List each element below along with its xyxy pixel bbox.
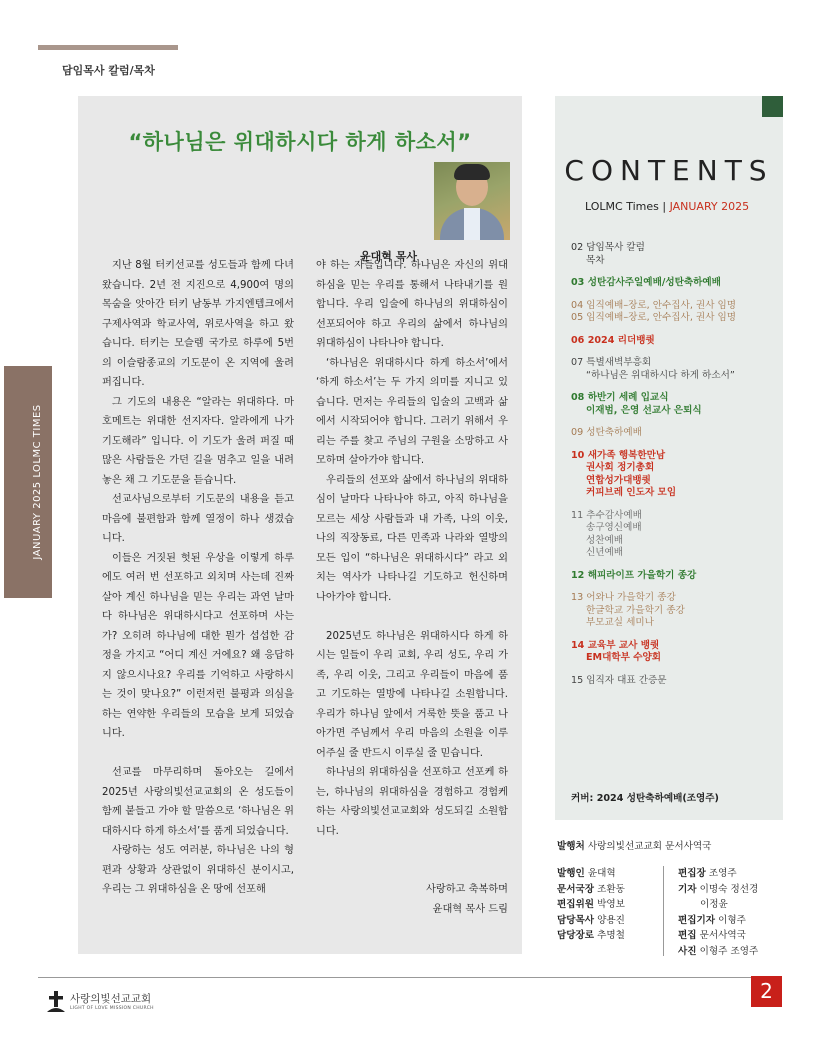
contents-item-line: 11 추수감사예배 xyxy=(571,509,642,521)
contents-item xyxy=(571,242,777,267)
credit-row xyxy=(678,928,788,944)
section-label: 담임목사 칼럼/목차 xyxy=(62,64,155,77)
credit-name: 추명철 xyxy=(597,930,625,941)
publisher-line xyxy=(557,838,711,852)
contents-item-line: 15 임직자 대표 간증문 xyxy=(571,674,667,686)
credit-role: 기자 xyxy=(678,883,697,895)
credit-role: 편집기자 xyxy=(678,914,716,926)
credit-role: 편집위원 xyxy=(557,899,595,910)
credit-row xyxy=(678,944,788,960)
paragraph: 지난 8월 터키선교를 성도들과 함께 다녀왔습니다. 2년 전 지진으로 4,900여 명의 목숨을 앗아간 터키 남동부 가지엔텝크에서 구제사역과 학교사역, 위로사역을 하고 왔습니다. 터키는 모슬렘 국가로 하루에 5번의 이슬람종교의 기도문이 온 지역에 울려 퍼집니다. xyxy=(102,260,294,388)
contents-item-line: 연합성가대뱅퀏 xyxy=(586,474,651,486)
logo-english: LIGHT OF LOVE MISSION CHURCH xyxy=(70,1006,154,1011)
contents-item-line: 커피브레 인도자 모임 xyxy=(586,487,677,498)
contents-item xyxy=(571,277,777,290)
issue-month: JANUARY 2025 xyxy=(669,200,750,213)
credit-name: 이정윤 xyxy=(700,899,728,910)
signature-line: 사랑하고 축복하며 xyxy=(426,884,508,895)
signature-line: 윤대혁 목사 드림 xyxy=(432,904,508,915)
article-title: “하나님은 위대하시다 하게 하소서” xyxy=(128,130,472,154)
contents-item xyxy=(571,675,777,688)
credit-name: 박영보 xyxy=(597,899,625,910)
credit-name: 조환동 xyxy=(597,883,625,895)
credit-name: 조영주 xyxy=(708,868,737,879)
credit-role: 담당목사 xyxy=(557,914,595,926)
signature xyxy=(316,880,508,920)
credit-name: 윤대혁 xyxy=(587,868,616,879)
contents-item-line: 06 2024 리더뱅퀏 xyxy=(571,334,655,346)
article-column-1 xyxy=(102,256,294,900)
contents-item-line: 05 임직예배–장로, 안수집사, 권사 임명 xyxy=(571,312,737,323)
cover-credit: 커버: 2024 성탄축하예배(조영주) xyxy=(571,793,719,804)
contents-item xyxy=(571,427,777,440)
contents-item xyxy=(571,640,777,665)
paragraph: 선교를 마무리하며 돌아오는 길에서 2025년 사랑의빛선교교회의 온 성도들이 함께 붙들고 가야 할 말씀으로 ‘하나님은 위대하시다 하게 하소서’를 품게 되었습니다. xyxy=(102,767,294,837)
paragraph: ‘하나님은 위대하시다 하게 하소서’에서 ‘하게 하소서’는 두 가지 의미를 지니고 있습니다. 먼저는 우리들의 입술의 고백과 삶에서 시작되어야 합니다. 그러기 위해서 우리는 주를 찾고 주님의 구원을 소망하고 사모하며 살아가야 합니다. xyxy=(316,357,508,466)
paragraph: 2025년도 하나님은 위대하시다 하게 하시는 일들이 우리 교회, 우리 성도, 우리 가족, 우리 이웃, 그리고 우리들이 마음에 품고 기도하는 열방에 나타나길 소원합니다. 우리가 하나님 앞에서 거룩한 뜻을 품고 나아가면 주님께서 우리 마음의 소원을 이루어주실 줄 반드시 이루실 줄 믿습니다. xyxy=(316,630,508,759)
contents-list xyxy=(571,242,777,697)
contents-item-line: 13 어와나 가을학기 종강 xyxy=(571,592,676,603)
credit-name: 이형주 xyxy=(718,914,746,926)
header-rule xyxy=(38,45,178,50)
paragraph: 야 하는 자들입니다. 하나님은 자신의 위대하심을 믿는 우리를 통해서 나타내기를 원합니다. 우리 입술에 하나님의 위대하심이 선포되어야 하고 우리의 삶에서 하나님의 위대하심이 나타나야 합니다. xyxy=(316,260,508,349)
contents-item-line: 신년예배 xyxy=(586,547,624,558)
contents-item-line: 권사회 정기총회 xyxy=(586,462,655,473)
contents-item xyxy=(571,510,777,560)
credit-role: 편집장 xyxy=(678,868,706,879)
masthead-left xyxy=(557,866,657,944)
column-article xyxy=(78,96,522,954)
credit-role: 담당장로 xyxy=(557,930,595,941)
contents-item-line: 한글학교 가을학기 종강 xyxy=(586,604,685,616)
side-tab xyxy=(4,366,52,598)
contents-item-line: 08 하반기 세례 입교식 xyxy=(571,392,669,403)
contents-item xyxy=(571,570,777,583)
separator: | xyxy=(662,200,667,213)
contents-item-line: “하나님은 위대하시다 하게 하소서” xyxy=(586,369,735,381)
contents-item-line: 이재범, 은영 선교사 은퇴식 xyxy=(586,404,702,416)
contents-panel xyxy=(555,96,783,820)
paragraph: 우리들의 선포와 삶에서 하나님의 위대하심이 날마다 나타나야 하고, 아직 하나님을 모르는 세상 사람들과 내 가족, 나의 이웃, 나의 직장동료, 다른 민족과 나라와 열방의 모든 입이 “하나님은 위대하시다” 라고 외치는 역사가 나타나길 기도하고 헌신하며 나아가야 합니다. xyxy=(316,474,508,603)
credit-row xyxy=(678,897,788,913)
footer-rule xyxy=(38,977,782,978)
credit-role: 사진 xyxy=(678,945,697,957)
credit-name: 이명숙 정선경 xyxy=(699,883,759,895)
contents-item-line: 성찬예배 xyxy=(586,534,624,546)
contents-item-line: 09 성탄축하예배 xyxy=(571,427,642,438)
credit-row xyxy=(678,866,788,882)
contents-item-line: 송구영신예배 xyxy=(586,522,642,533)
logo-name: 사랑의빛선교교회 xyxy=(70,993,152,1005)
contents-item-line: 부모교실 세미나 xyxy=(586,617,654,628)
publisher-name: 사랑의빛선교교회 문서사역국 xyxy=(587,841,712,852)
article-column-2 xyxy=(316,256,508,841)
contents-item xyxy=(571,357,777,382)
contents-item-line: 03 성탄감사주일예배/성탄축하예배 xyxy=(571,277,721,288)
contents-item xyxy=(571,392,777,417)
contents-item-line: 04 임직예배–장로, 안수집사, 권사 임명 xyxy=(571,299,737,311)
contents-item xyxy=(571,335,777,348)
paragraph: 이들은 거짓된 헛된 우상을 이렇게 하루에도 여러 번 선포하고 외치며 사는데 진짜 살아 계신 하나님을 믿는 우리는 과연 날마다 하나님은 위대하시다고 선포하며 사는가? 오히려 하나님에 대한 뭔가 섭섭한 감정을 가지고 “어디 계신 거에요? 왜 응답하지 않으시나요? 우리를 기억하고 사랑하시는 것이 맞나요?” 이런저런 불평과 의심을 하는 연약한 우리들의 모습을 보게 되었습니다. xyxy=(102,552,294,739)
author-photo xyxy=(434,162,510,240)
contents-item-line: 02 담임목사 칼럼 xyxy=(571,242,645,253)
credit-role: 편집 xyxy=(678,930,697,941)
contents-item-line: EM대학부 수양회 xyxy=(586,652,662,663)
paragraph: 선교사님으로부터 기도문의 내용을 듣고 마음에 불편함과 함께 열정이 하나 생겼습니다. xyxy=(102,494,294,544)
credit-row xyxy=(678,882,788,898)
paragraph: 그 기도의 내용은 “알라는 위대하다. 마호메트는 위대한 선지자다. 알라에게 나가 기도해라” 입니다. 이 기도가 울려 퍼질 때 많은 사람들은 가던 길을 멈추고 일을 내려놓은 채 그 기도문을 듣습니다. xyxy=(102,396,294,486)
contents-subtitle xyxy=(585,200,749,213)
credit-name: 문서사역국 xyxy=(699,930,746,941)
credit-role: 발행인 xyxy=(557,868,585,879)
church-logo xyxy=(44,988,164,1018)
publication-name: LOLMC Times xyxy=(585,200,659,213)
contents-title: CONTENTS xyxy=(564,154,774,187)
contents-item xyxy=(571,450,777,500)
contents-item-line: 14 교육부 교사 뱅퀏 xyxy=(571,639,660,651)
paragraph: 하나님의 위대하심을 선포하고 선포케 하는, 하나님의 위대하심을 경험하고 경험케 하는 사랑의빛선교교회와 성도되길 소원합니다. xyxy=(316,767,508,837)
side-tab-label: JANUARY 2025 LOLMC TIMES xyxy=(32,404,43,560)
contents-item xyxy=(571,592,777,630)
contents-item-line: 10 새가족 행복한만남 xyxy=(571,449,666,461)
page-number: 2 xyxy=(751,976,782,1007)
accent-square xyxy=(762,96,783,117)
cross-logo-icon xyxy=(46,990,66,1014)
credit-row xyxy=(557,866,657,882)
credit-row xyxy=(557,897,657,913)
contents-item-line: 07 특별새벽부흥회 xyxy=(571,357,652,368)
contents-item-line: 목차 xyxy=(586,254,605,266)
credit-row xyxy=(557,913,657,929)
credit-row xyxy=(557,928,657,944)
author-name: 윤대혁 목사 xyxy=(360,250,417,263)
contents-item-line: 12 해피라이프 가을학기 종강 xyxy=(571,569,697,581)
credit-name: 이형주 조영주 xyxy=(699,945,759,957)
publisher-label: 발행처 xyxy=(557,841,585,852)
masthead-right xyxy=(678,866,788,959)
credit-row xyxy=(678,913,788,929)
credit-name: 양용진 xyxy=(597,914,625,926)
contents-item xyxy=(571,300,777,325)
credit-role: 문서국장 xyxy=(557,883,595,895)
credit-row xyxy=(557,882,657,898)
paragraph: 사랑하는 성도 여러분, 하나님은 나의 형편과 상황과 상관없이 위대하신 분이시고, 우리는 그 위대하심을 온 땅에 선포해 xyxy=(102,845,294,895)
masthead-divider xyxy=(663,866,664,956)
